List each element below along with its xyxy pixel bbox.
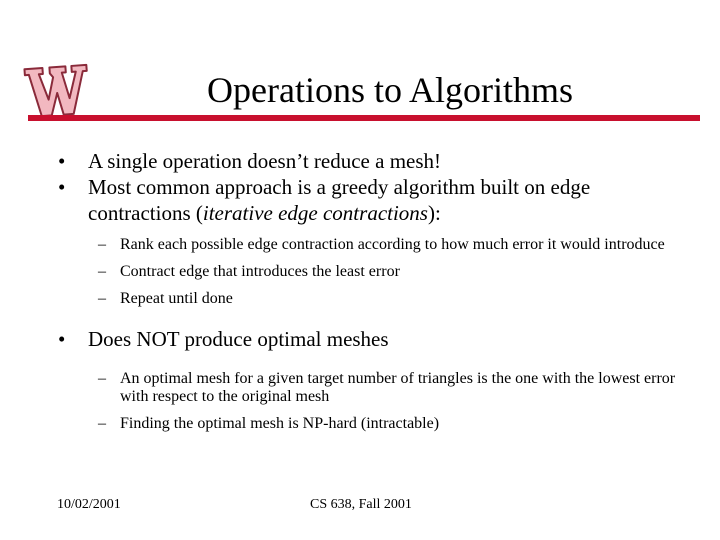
sub-bullet-text: An optimal mesh for a given target number of triangles is the one with the lowest error with respect to the original mesh — [120, 370, 676, 405]
dash-icon: – — [98, 290, 106, 307]
title-divider — [28, 115, 700, 121]
footer-course: CS 638, Fall 2001 — [310, 497, 412, 512]
sub-bullet-item — [58, 236, 688, 254]
sub-bullet-item — [58, 290, 688, 308]
bullet-icon: • — [58, 327, 66, 351]
dash-icon: – — [98, 370, 106, 387]
sub-bullet-item — [58, 263, 688, 281]
bullet-item — [58, 148, 688, 174]
dash-icon: – — [98, 415, 106, 432]
sub-bullet-item — [58, 415, 688, 433]
bullet-text-italic: iterative edge contractions — [202, 201, 428, 225]
bullet-text: Does NOT produce optimal meshes — [88, 327, 389, 351]
slide-title: Operations to Algorithms — [207, 70, 573, 110]
footer-date: 10/02/2001 — [57, 497, 121, 512]
sub-bullet-text: Contract edge that introduces the least error — [120, 263, 400, 280]
bullet-text-before: Most common approach is a greedy algorithm built on edge contractions ( — [88, 175, 591, 225]
sub-bullet-text: Rank each possible edge contraction according to how much error it would introduce — [120, 236, 665, 253]
bullet-item — [58, 326, 688, 352]
dash-icon: – — [98, 263, 106, 280]
sub-bullet-text: Finding the optimal mesh is NP-hard (intractable) — [120, 415, 440, 432]
bullet-text-after: ): — [427, 201, 441, 225]
sub-bullet-item — [58, 370, 688, 406]
bullet-icon: • — [58, 149, 66, 173]
sub-bullet-text: Repeat until done — [120, 290, 233, 307]
bullet-icon: • — [58, 175, 66, 199]
bullet-item — [58, 174, 688, 226]
dash-icon: – — [98, 236, 106, 253]
slide-content — [58, 148, 688, 433]
bullet-text: A single operation doesn’t reduce a mesh! — [88, 149, 442, 173]
